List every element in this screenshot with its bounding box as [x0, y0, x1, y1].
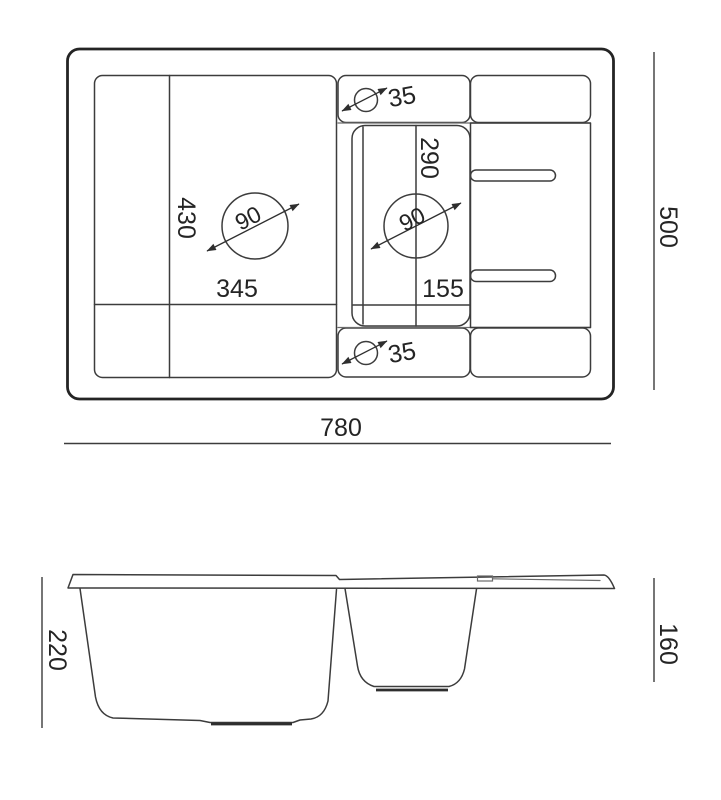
- dim-small-bowl-depth: 290: [415, 137, 443, 179]
- mounting-clip-bottom: [471, 270, 556, 282]
- dim-overall-width: 780: [320, 414, 362, 442]
- faucet-hole-top-arrow: [342, 88, 387, 111]
- rim-profile: [68, 575, 615, 589]
- dim-drainer-depth: 430: [172, 197, 200, 239]
- drainer-section: [95, 76, 337, 378]
- faucet-hole-top-circle: [355, 89, 378, 112]
- dim-small-drain-diameter: 90: [394, 201, 430, 237]
- dim-overall-depth: 500: [654, 206, 682, 248]
- right-column-section: [471, 123, 591, 328]
- right-ledge-bottom: [471, 328, 591, 377]
- top-view: [64, 49, 682, 444]
- dim-faucet-hole-top: 35: [385, 80, 419, 114]
- dim-drainer-width: 345: [216, 275, 258, 303]
- main-bowl-profile: [80, 589, 337, 723]
- faucet-hole-bottom-circle: [355, 342, 378, 365]
- dim-faucet-hole-bottom: 35: [385, 336, 419, 370]
- mounting-clip-top: [471, 170, 556, 181]
- dim-small-bowl-height: 160: [654, 623, 682, 665]
- sink-outer-edge: [68, 49, 614, 399]
- drainboard-surface-line: [493, 579, 601, 581]
- dim-main-bowl-height: 220: [43, 629, 71, 671]
- side-view: [42, 575, 682, 729]
- faucet-hole-bottom-arrow: [342, 341, 387, 364]
- small-bowl-profile: [345, 589, 477, 687]
- dim-small-bowl-width: 155: [422, 275, 464, 303]
- right-ledge-top: [471, 76, 591, 123]
- dim-main-drain-diameter: 90: [230, 200, 266, 236]
